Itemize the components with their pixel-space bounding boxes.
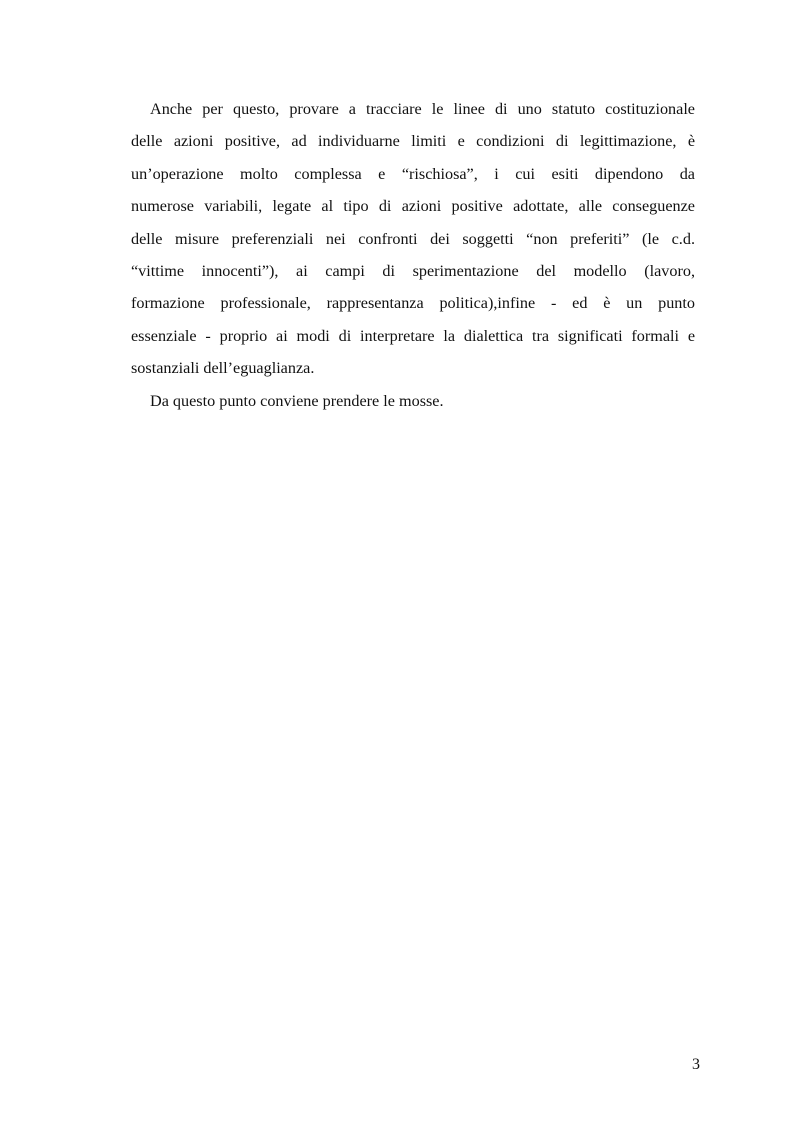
paragraph-line: essenziale - proprio ai modi di interpretare la dialettica tra significati formali e bbox=[131, 326, 695, 345]
paragraph-line: Anche per questo, provare a tracciare le linee di uno statuto costituzionale bbox=[150, 100, 695, 118]
paragraph-line: Da questo punto conviene prendere le mosse. bbox=[150, 391, 444, 410]
paragraph-line: sostanziali dell’eguaglianza. bbox=[131, 359, 315, 378]
paragraph-line: un’operazione molto complessa e “rischiosa”, i cui esiti dipendono da bbox=[131, 164, 695, 183]
paragraph-line: numerose variabili, legate al tipo di azioni positive adottate, alle conseguenze bbox=[131, 197, 695, 216]
paragraph-1 bbox=[131, 93, 695, 385]
paragraph-line: formazione professionale, rappresentanza politica),infine - ed è un punto bbox=[131, 294, 695, 313]
paragraph-line: delle misure preferenziali nei confronti dei soggetti “non preferiti” (le c.d. bbox=[131, 229, 695, 248]
page-number: 3 bbox=[692, 1056, 700, 1073]
paragraph-line: delle azioni positive, ad individuarne limiti e condizioni di legittimazione, è bbox=[131, 132, 695, 151]
paragraph-2 bbox=[131, 385, 695, 417]
document-body bbox=[131, 93, 695, 417]
paragraph-line: “vittime innocenti”), ai campi di sperimentazione del modello (lavoro, bbox=[131, 261, 695, 280]
